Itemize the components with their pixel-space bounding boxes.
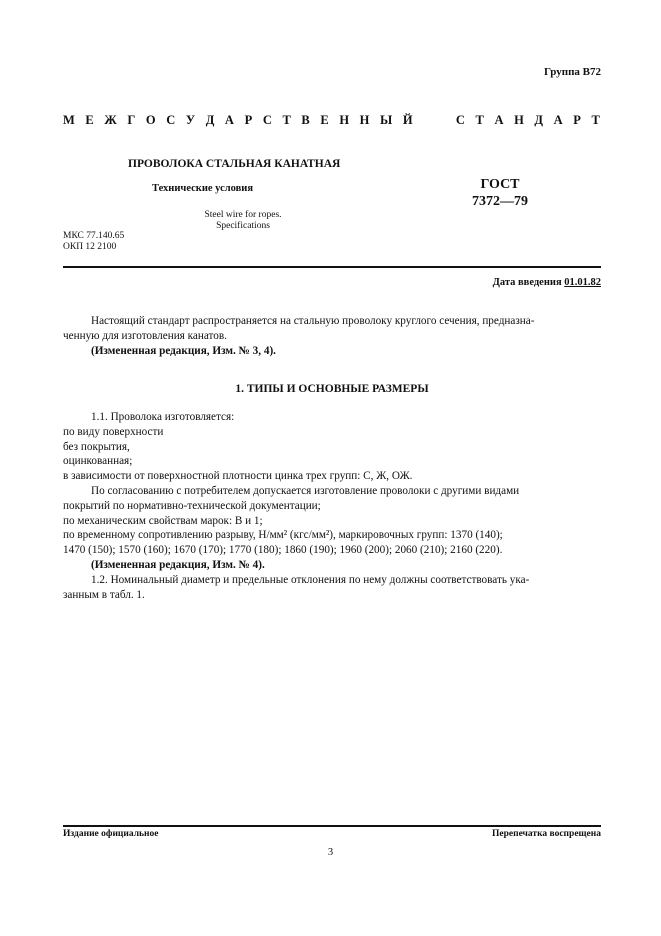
- introduction-date: [493, 277, 601, 288]
- gost-number: 7372—79: [472, 193, 528, 209]
- change-note-1: (Измененная редакция, Изм. № 3, 4).: [91, 344, 276, 357]
- interstate-letter: Д: [205, 113, 215, 127]
- clause-1-1-strength-b: 1470 (150); 1570 (160); 1670 (170); 1770 (180); 1860 (190); 1960 (200); 2060 (210); 2160 (220).: [63, 544, 503, 557]
- interstate-letter: В: [301, 113, 310, 127]
- standard-letter: А: [494, 113, 504, 127]
- interstate-letter: М: [63, 113, 75, 127]
- interstate-letter: О: [145, 113, 156, 127]
- header-divider: [63, 266, 601, 268]
- group-code: Группа В72: [543, 66, 601, 78]
- standard-letter: Д: [534, 113, 544, 127]
- clause-1-1-surface: по виду поверхности: [63, 425, 164, 438]
- interstate-letter: А: [224, 113, 234, 127]
- interstate-letter: Ы: [380, 113, 393, 127]
- official-edition-note: Издание официальное: [63, 829, 159, 839]
- gost-designation: [470, 177, 530, 211]
- interstate-letter: С: [166, 113, 176, 127]
- introduction-date-label: Дата введения: [492, 277, 562, 288]
- change-note-2: (Измененная редакция, Изм. № 4).: [91, 558, 265, 571]
- section-1-body: [63, 410, 601, 602]
- english-title-line2: Specifications: [216, 221, 270, 231]
- interstate-letter: Е: [85, 113, 94, 127]
- interstate-letter: Е: [320, 113, 329, 127]
- page-number: 3: [327, 847, 334, 858]
- interstate-letter: Ж: [104, 113, 117, 127]
- document-subtitle: Технические условия: [152, 183, 254, 194]
- clause-1-1-uncoated: без покрытия,: [63, 440, 130, 453]
- standard-letter: Т: [591, 113, 600, 127]
- clause-1-1-mechanical: по механическим свойствам марок: В и 1;: [63, 514, 263, 527]
- clause-1-1: 1.1. Проволока изготовляется:: [91, 411, 235, 423]
- interstate-letter: Т: [282, 113, 291, 127]
- clause-1-1-galvanized: оцинкованная;: [63, 455, 133, 468]
- intro-paragraph: [63, 314, 601, 358]
- standard-letter: Р: [573, 113, 581, 127]
- interstate-letter: Н: [359, 113, 370, 127]
- reprint-prohibited-note: Перепечатка воспрещена: [491, 829, 601, 839]
- interstate-word-gap: [423, 113, 445, 128]
- interstate-letter: Г: [127, 113, 136, 127]
- intro-line-2: ченную для изготовления канатов.: [63, 329, 227, 342]
- standard-letter: С: [455, 113, 465, 127]
- clause-1-2-a: 1.2. Номинальный диаметр и предельные отклонения по нему должны соответствовать ука-: [91, 573, 530, 586]
- intro-line-1: Настоящий стандарт распространяется на стальную проволоку круглого сечения, предназна-: [91, 315, 535, 327]
- interstate-letter: Н: [339, 113, 350, 127]
- interstate-standard-banner: [63, 113, 600, 128]
- gost-label: ГОСТ: [480, 177, 520, 192]
- interstate-letter: Р: [244, 113, 253, 127]
- standard-letter: Т: [475, 113, 484, 127]
- interstate-letter: У: [185, 113, 196, 127]
- standard-letter: Н: [514, 113, 524, 127]
- standard-letter: А: [553, 113, 563, 127]
- interstate-letter: Й: [402, 113, 413, 127]
- mks-code: МКС 77.140.65: [63, 231, 125, 241]
- clause-1-1-agreement-b: покрытий по нормативно-технической документации;: [63, 499, 321, 512]
- document-title: ПРОВОЛОКА СТАЛЬНАЯ КАНАТНАЯ: [128, 158, 341, 170]
- clause-1-1-agreement-a: По согласованию с потребителем допускается изготовление проволоки с другими видами: [91, 484, 520, 497]
- section-heading: 1. ТИПЫ И ОСНОВНЫЕ РАЗМЕРЫ: [235, 383, 429, 395]
- clause-1-2-b: занным в табл. 1.: [63, 588, 145, 601]
- footer-divider: [63, 825, 601, 827]
- interstate-letter: С: [262, 113, 272, 127]
- english-title-line1: Steel wire for ropes.: [204, 210, 282, 220]
- classification-codes: [63, 231, 124, 253]
- okp-code: ОКП 12 2100: [63, 241, 117, 252]
- clause-1-1-zinc-groups: в зависимости от поверхностной плотности цинка трех групп: С, Ж, ОЖ.: [63, 470, 413, 483]
- clause-1-1-strength-a: по временному сопротивлению разрыву, Н/мм² (кгс/мм²), маркировочных групп: 1370 (140);: [63, 529, 503, 542]
- introduction-date-value: 01.01.82: [564, 277, 601, 288]
